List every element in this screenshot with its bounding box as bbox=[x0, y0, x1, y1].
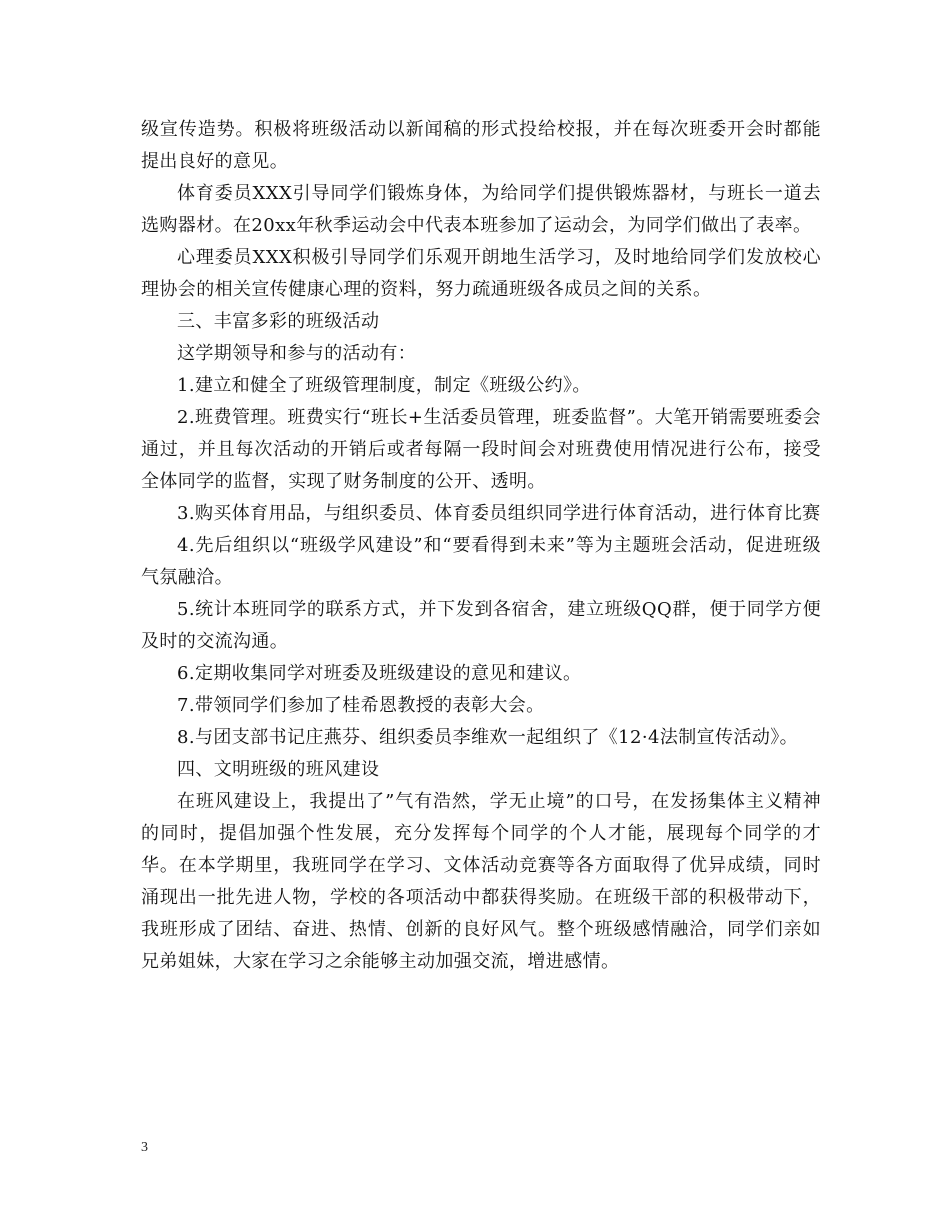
page-number: 3 bbox=[141, 1140, 148, 1155]
paragraph: 这学期领导和参与的活动有： bbox=[177, 343, 417, 364]
list-item: 7.带领同学们参加了桂希恩教授的表彰大会。 bbox=[177, 695, 545, 716]
list-item: 3.购买体育用品，与组织委员、体育委员组织同学进行体育活动，进行体育比赛 bbox=[177, 503, 821, 524]
paragraph: 级宣传造势。积极将班级活动以新闻稿的形式投给校报，并在每次班委开会时都能提出良好的意见。 bbox=[141, 119, 821, 172]
list-item: 6.定期收集同学对班委及班级建设的意见和建议。 bbox=[177, 663, 582, 684]
section-heading: 四、文明班级的班风建设 bbox=[177, 759, 380, 780]
paragraph: 在班风建设上，我提出了”气有浩然，学无止境”的口号，在发扬集体主义精神的同时，提倡加强个性发展，充分发挥每个同学的个人才能，展现每个同学的才华。在本学期里，我班同学在学习、文体活动竞赛等各方面取得了优异成绩，同时涌现出一批先进人物，学校的各项活动中都获得奖励。在班级干部的积极带动下，我班形成了团结、奋进、热情、创新的良好风气。整个班级感情融洽，同学们亲如兄弟姐妹，大家在学习之余能够主动加强交流，增进感情。 bbox=[141, 791, 821, 972]
list-item: 5.统计本班同学的联系方式，并下发到各宿舍，建立班级QQ群，便于同学方便及时的交流沟通。 bbox=[141, 599, 821, 652]
document-body bbox=[141, 114, 821, 978]
paragraph: 心理委员XXX积极引导同学们乐观开朗地生活学习，及时地给同学们发放校心理协会的相关宣传健康心理的资料，努力疏通班级各成员之间的关系。 bbox=[141, 247, 821, 300]
list-item: 8.与团支部书记庄燕芬、组织委员李维欢一起组织了《12·4法制宣传活动》。 bbox=[177, 727, 799, 748]
list-item: 1.建立和健全了班级管理制度，制定《班级公约》。 bbox=[177, 375, 591, 396]
paragraph: 体育委员XXX引导同学们锻炼身体，为给同学们提供锻炼器材，与班长一道去选购器材。在20xx年秋季运动会中代表本班参加了运动会，为同学们做出了表率。 bbox=[141, 183, 821, 236]
section-heading: 三、丰富多彩的班级活动 bbox=[177, 311, 380, 332]
list-item: 4.先后组织以“班级学风建设”和“要看得到未来”等为主题班会活动，促进班级气氛融洽。 bbox=[141, 535, 821, 588]
list-item: 2.班费管理。班费实行“班长+生活委员管理，班委监督”。大笔开销需要班委会通过，并且每次活动的开销后或者每隔一段时间会对班费使用情况进行公布，接受全体同学的监督，实现了财务制度的公开、透明。 bbox=[141, 407, 821, 492]
